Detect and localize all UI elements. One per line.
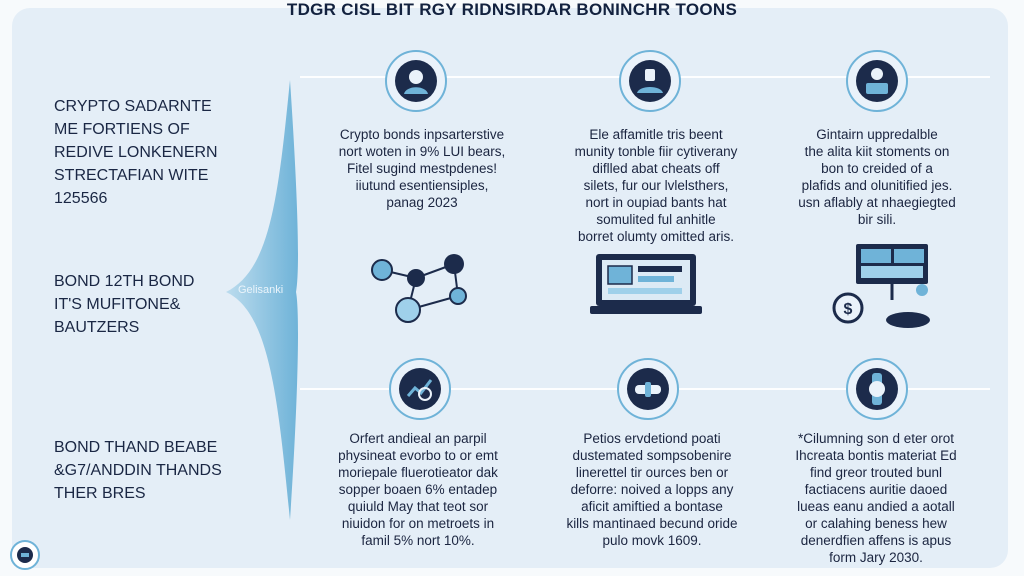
row1-text-1: Crypto bonds inpsarterstive nort woten in 9% LUI bears, Fitel sugind mestpdenes! iiutund esentiensiples, panag 2023: [338, 127, 506, 210]
shopper-icon: [619, 50, 681, 112]
brand-logo-icon: [10, 540, 40, 570]
finance-workstation-illustration: [826, 240, 946, 332]
chart-circle-icon: [389, 358, 451, 420]
row1-text-2: Ele affamitle tris beent munity tonble fiir cytiverany diflled abat cheats off silets, fur our lvlelsthers, nort in oupiad bants hat somulited ful anhitle borret olumty omitted aris.: [574, 127, 738, 244]
monitor-illustration: [590, 250, 710, 320]
watch-icon: [846, 358, 908, 420]
laptop-user-icon: [846, 50, 908, 112]
spine-label: Gelisanki: [238, 284, 284, 296]
svg-text:$: $: [843, 301, 853, 318]
left-label-1: CRYPTO SADARNTE ME FORTIENS OF REDIVE LONKENERN STRECTAFIAN WITE 125566: [54, 98, 218, 207]
row3-text-2: Petios ervdetiond poati dustemated sompsobenire linerettel tir ources ben or deforre: noived a lopps any aficit amiftied a bontase kills mantinaed becund oride pulo movk 1609.: [566, 431, 738, 548]
left-label-3: BOND THAND BEABE &G7/ANDDIN THANDS THER BRES: [54, 439, 222, 502]
network-nodes-illustration: [368, 248, 478, 330]
page-title: TDGR CISL BIT RGY RIDNSIRDAR BONINCHR TOONS: [286, 0, 738, 19]
coin-slot-icon: [617, 358, 679, 420]
row1-text-3: Gintairn uppredalble the alita kiit stoments on bon to creided of a plafids and olunitified jes. usn aflably at nhaegiegted bir sili.: [798, 127, 956, 227]
left-label-2: BOND 12TH BOND IT'S MUFITONE& BAUTZERS: [54, 273, 195, 336]
spine-shape: [226, 80, 316, 520]
row3-text-1: Orfert andieal an parpil physineat evorbo to or emt moriepale fluerotieator dak sopper boaen 6% entadep quiuld May that teot sor niuidon for on metroets in famil 5% nort 10%.: [338, 431, 498, 548]
user-headset-icon: [385, 50, 447, 112]
row3-text-3: *Cilumning son d eter orot Ihcreata bontis materiat Ed find greor trouted bunl factiacens auritie daoed lueas eanu andied a aotall or calahing beness hew denerdfien affens is apus form Jary 2030.: [795, 431, 957, 565]
